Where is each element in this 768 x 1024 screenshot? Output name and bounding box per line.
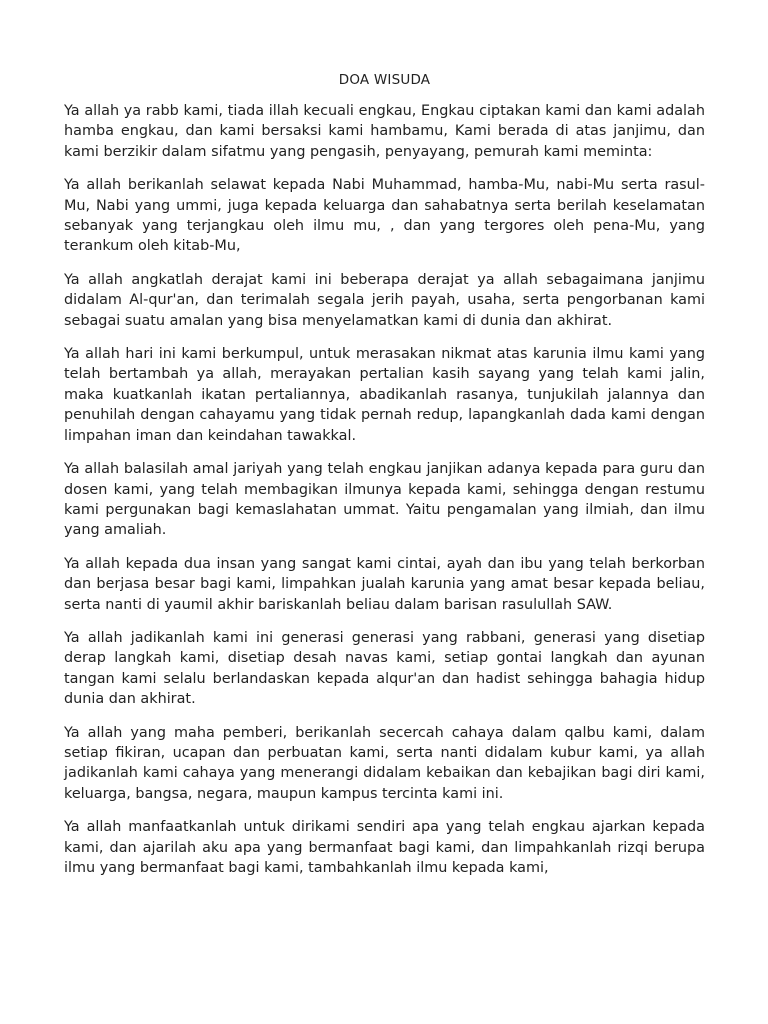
paragraph: Ya allah manfaatkanlah untuk dirikami sendiri apa yang telah engkau ajarkan kepada kami, dan ajarilah aku apa yang bermanfaat bagi kami, dan limpahkanlah rizqi berupa ilmu yang bermanfaat bagi kami, tambahkanlah ilmu kepada kami, (64, 819, 705, 876)
paragraph: Ya allah yang maha pemberi, berikanlah secercah cahaya dalam qalbu kami, dalam setiap fikiran, ucapan dan perbuatan kami, serta nanti didalam kubur kami, ya allah jadikanlah kami cahaya yang menerangi didalam kebaikan dan kebajikan bagi diri kami, keluarga, bangsa, negara, maupun kampus tercinta kami ini. (64, 724, 705, 802)
document-title: DOA WISUDA (338, 72, 431, 88)
paragraph: Ya allah berikanlah selawat kepada Nabi Muhammad, hamba-Mu, nabi-Mu serta rasul-Mu, Nabi yang ummi, juga kepada keluarga dan sahabatnya serta berilah keselamatan sebanyak yang terjangkau oleh ilmu mu, , dan yang tergores oleh pena-Mu, yang terankum oleh kitab-Mu, (64, 177, 705, 255)
paragraph: Ya allah balasilah amal jariyah yang telah engkau janjikan adanya kepada para guru dan dosen kami, yang telah membagikan ilmunya kepada kami, sehingga dengan restumu kami pergunakan bagi kemaslahatan ummat. Yaitu pengamalan yang ilmiah, dan ilmu yang amaliah. (64, 461, 705, 539)
paragraph: Ya allah kepada dua insan yang sangat kami cintai, ayah dan ibu yang telah berkorban dan berjasa besar bagi kami, limpahkan jualah karunia yang amat besar kepada beliau, serta nanti di yaumil akhir bariskanlah beliau dalam barisan rasulullah SAW. (64, 555, 705, 613)
paragraph: Ya allah hari ini kami berkumpul, untuk merasakan nikmat atas karunia ilmu kami yang telah bertambah ya allah, merayakan pertalian kasih sayang yang telah kami jalin, maka kuatkanlah ikatan pertaliannya, abadikanlah rasanya, tunjukilah jalannya dan penuhilah dengan cahayamu yang tidak pernah redup, lapangkanlah dada kami dengan limpahan iman dan keindahan tawakkal. (64, 346, 705, 444)
paragraph: Ya allah angkatlah derajat kami ini beberapa derajat ya allah sebagaimana janjimu didalam Al-qur'an, dan terimalah segala jerih payah, usaha, serta pengorbanan kami sebagai suatu amalan yang bisa menyelamatkan kami di dunia dan akhirat. (64, 271, 705, 329)
paragraph: Ya allah jadikanlah kami ini generasi generasi yang rabbani, generasi yang disetiap derap langkah kami, disetiap desah navas kami, setiap gontai langkah dan ayunan tangan kami selalu berlandaskan kepada alqur'an dan hadist sehingga bahagia hidup dunia dan akhirat. (64, 629, 705, 708)
paragraph: Ya allah ya rabb kami, tiada illah kecuali engkau, Engkau ciptakan kami dan kami adalah hamba engkau, dan kami bersaksi kami hambamu, Kami berada di atas janjimu, dan kami berzikir dalam sifatmu yang pengasih, penyayang, pemurah kami meminta: (64, 103, 705, 160)
